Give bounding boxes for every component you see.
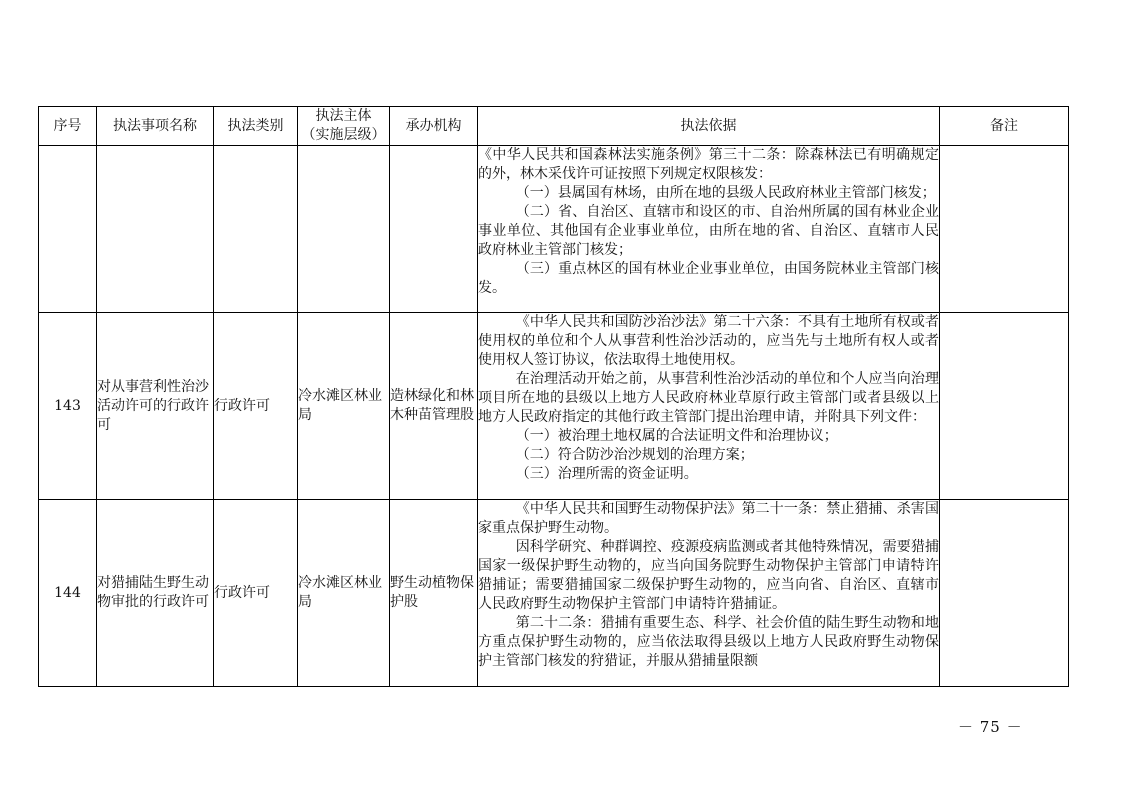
basis-paragraph: 《中华人民共和国防沙治沙法》第二十六条：不具有土地所有权或者使用权的单位和个人从事营利性治沙活动的，应当先与土地所有权人或者使用权人签订协议，依法取得土地使用权。: [478, 314, 939, 368]
basis-paragraph: 在治理活动开始之前，从事营利性治沙活动的单位和个人应当向治理项目所在地的县级以上地方人民政府林业草原行政主管部门或者县级以上地方人民政府指定的其他行政主管部门提出治理申请，并附具下列文件：: [478, 371, 939, 425]
cell-basis: [478, 500, 940, 687]
header-subject-line1: 执法主体: [315, 108, 372, 124]
enforcement-items-table: [38, 106, 1069, 687]
cell-basis: [478, 146, 940, 313]
table-header-row: [39, 107, 1069, 146]
cell-category: 行政许可: [214, 500, 298, 687]
cell-item-name: 对猎捕陆生野生动物审批的行政许可: [97, 500, 214, 687]
cell-agency: 野生动植物保护股: [390, 500, 478, 687]
cell-subject: 冷水滩区林业局: [298, 500, 390, 687]
cell-agency: [390, 146, 478, 313]
cell-seq: [39, 146, 97, 313]
cell-item-name: [97, 146, 214, 313]
header-item-name: 执法事项名称: [97, 107, 214, 146]
table-row: [39, 313, 1069, 500]
cell-item-name: 对从事营利性治沙活动许可的行政许可: [97, 313, 214, 500]
cell-category: 行政许可: [214, 313, 298, 500]
cell-remarks: [940, 500, 1069, 687]
header-seq: 序号: [39, 107, 97, 146]
table-row: [39, 500, 1069, 687]
basis-paragraph: 因科学研究、种群调控、疫源疫病监测或者其他特殊情况，需要猎捕国家一级保护野生动物的，应当向国务院野生动物保护主管部门申请特许猎捕证；需要猎捕国家二级保护野生动物的，应当向省、自治区、直辖市人民政府野生动物保护主管部门申请特许猎捕证。: [478, 539, 939, 612]
header-basis: 执法依据: [478, 107, 940, 146]
cell-remarks: [940, 313, 1069, 500]
basis-paragraph: 第二十二条：猎捕有重要生态、科学、社会价值的陆生野生动物和地方重点保护野生动物的，应当依法取得县级以上地方人民政府野生动物保护主管部门核发的狩猎证，并服从猎捕量限额: [478, 615, 939, 669]
header-agency: 承办机构: [390, 107, 478, 146]
cell-category: [214, 146, 298, 313]
header-remarks: 备注: [940, 107, 1069, 146]
cell-remarks: [940, 146, 1069, 313]
cell-subject: [298, 146, 390, 313]
basis-paragraph: （二）符合防沙治沙规划的治理方案；: [515, 447, 754, 463]
cell-subject: 冷水滩区林业局: [298, 313, 390, 500]
page-number: － 75 －: [958, 718, 1023, 736]
cell-agency: 造林绿化和林木种苗管理股: [390, 313, 478, 500]
basis-paragraph: （三）重点林区的国有林业企业事业单位，由国务院林业主管部门核发。: [478, 261, 939, 296]
header-subject-line2: （实施层级）: [301, 127, 386, 143]
cell-seq: 143: [39, 313, 97, 500]
basis-paragraph: （一）被治理土地权属的合法证明文件和治理协议；: [515, 428, 838, 444]
basis-paragraph: 《中华人民共和国野生动物保护法》第二十一条：禁止猎捕、杀害国家重点保护野生动物。: [478, 501, 939, 536]
basis-paragraph: （一）县属国有林场，由所在地的县级人民政府林业主管部门核发；: [515, 185, 936, 201]
header-category: 执法类别: [214, 107, 298, 146]
cell-seq: 144: [39, 500, 97, 687]
basis-paragraph: 《中华人民共和国森林法实施条例》第三十二条：除森林法已有明确规定的外，林木采伐许可证按照下列规定权限核发：: [478, 147, 939, 182]
basis-paragraph: （二）省、自治区、直辖市和设区的市、自治州所属的国有林业企业事业单位、其他国有企业事业单位，由所在地的省、自治区、直辖市人民政府林业主管部门核发；: [478, 204, 939, 258]
basis-paragraph: （三）治理所需的资金证明。: [515, 466, 698, 482]
header-subject: [298, 107, 390, 146]
table-row: [39, 146, 1069, 313]
cell-basis: [478, 313, 940, 500]
